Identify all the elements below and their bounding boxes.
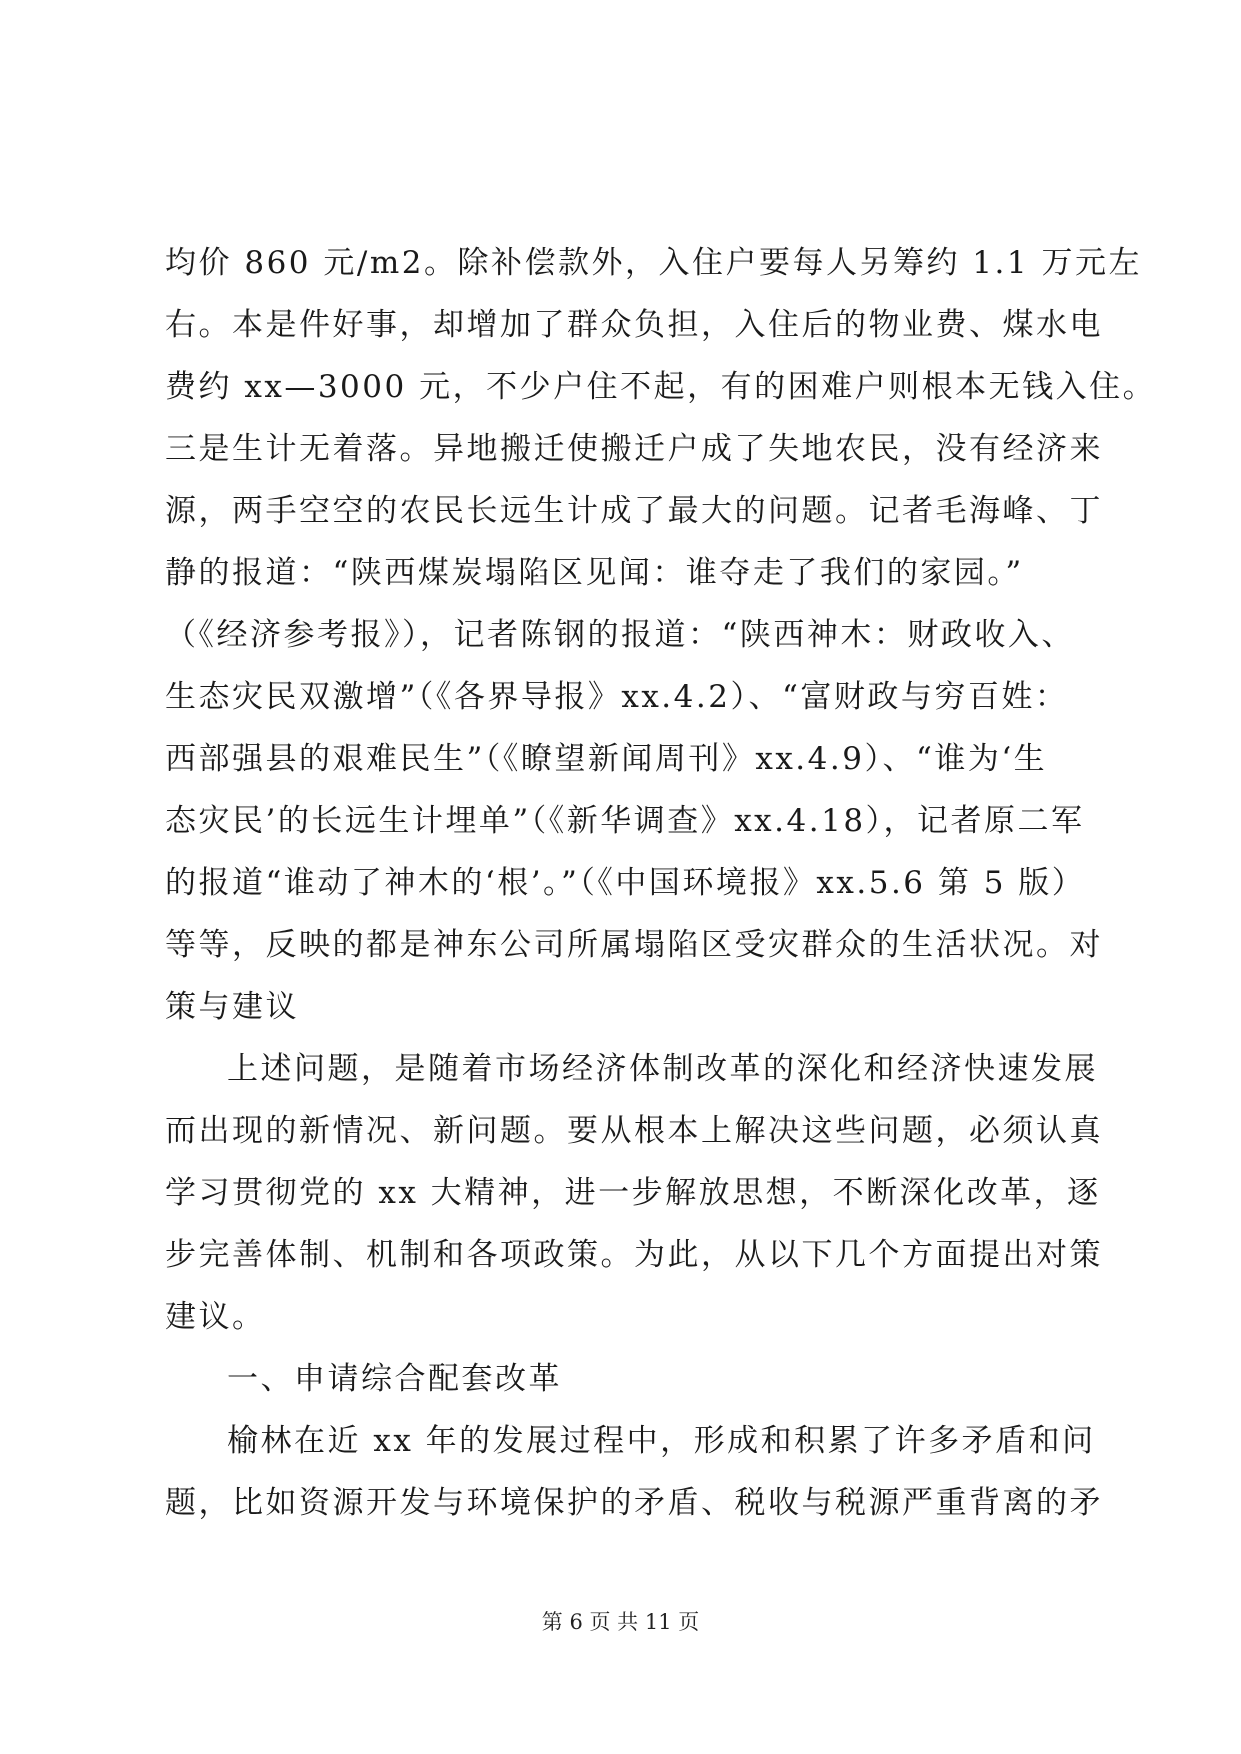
text-line: 而出现的新情况、新问题。要从根本上解决这些问题，必须认真 — [165, 1113, 1103, 1149]
text-line: 态灾民’的长远生计埋单”（《新华调查》xx.4.18），记者原二军 — [165, 803, 1085, 839]
text-line: 费约 xx—3000 元，不少户住不起，有的困难户则根本无钱入住。 — [165, 369, 1157, 405]
paragraph-first-line: 榆林在近 xx 年的发展过程中，形成和积累了许多矛盾和问 — [227, 1423, 1096, 1459]
text-line: 等等，反映的都是神东公司所属塌陷区受灾群众的生活状况。对 — [165, 927, 1103, 963]
text-line: 右。本是件好事，却增加了群众负担，入住后的物业费、煤水电 — [165, 307, 1103, 343]
text-line: 建议。 — [165, 1299, 266, 1335]
paragraph-first-line: 上述问题，是随着市场经济体制改革的深化和经济快速发展 — [227, 1051, 1098, 1087]
text-line: 策与建议 — [165, 989, 299, 1025]
text-line: 题，比如资源开发与环境保护的矛盾、税收与税源严重背离的矛 — [165, 1485, 1103, 1521]
text-line: 学习贯彻党的 xx 大精神，进一步解放思想，不断深化改革，逐 — [165, 1175, 1101, 1211]
document-body — [165, 232, 1157, 1534]
section-heading: 一、申请综合配套改革 — [227, 1361, 562, 1397]
text-line: 源，两手空空的农民长远生计成了最大的问题。记者毛海峰、丁 — [165, 493, 1103, 529]
text-line: 生态灾民双激增”（《各界导报》xx.4.2）、“富财政与穷百姓： — [165, 679, 1069, 715]
text-line: 均价 860 元/m2。除补偿款外，入住户要每人另筹约 1.1 万元左 — [165, 245, 1142, 281]
page-number-footer: 第 6 页 共 11 页 — [541, 1610, 700, 1634]
text-line: 三是生计无着落。异地搬迁使搬迁户成了失地农民，没有经济来 — [165, 431, 1103, 467]
text-line: 静的报道：“陕西煤炭塌陷区见闻：谁夺走了我们的家园。” — [165, 555, 1024, 591]
text-line: （《经济参考报》），记者陈钢的报道：“陕西神木：财政收入、 — [165, 617, 1075, 653]
text-line: 的报道“谁动了神木的‘根’。”（《中国环境报》xx.5.6 第 5 版） — [165, 865, 1086, 901]
text-line: 步完善体制、机制和各项政策。为此，从以下几个方面提出对策 — [165, 1237, 1103, 1273]
text-line: 西部强县的艰难民生”（《瞭望新闻周刊》xx.4.9）、“谁为‘生 — [165, 741, 1048, 777]
